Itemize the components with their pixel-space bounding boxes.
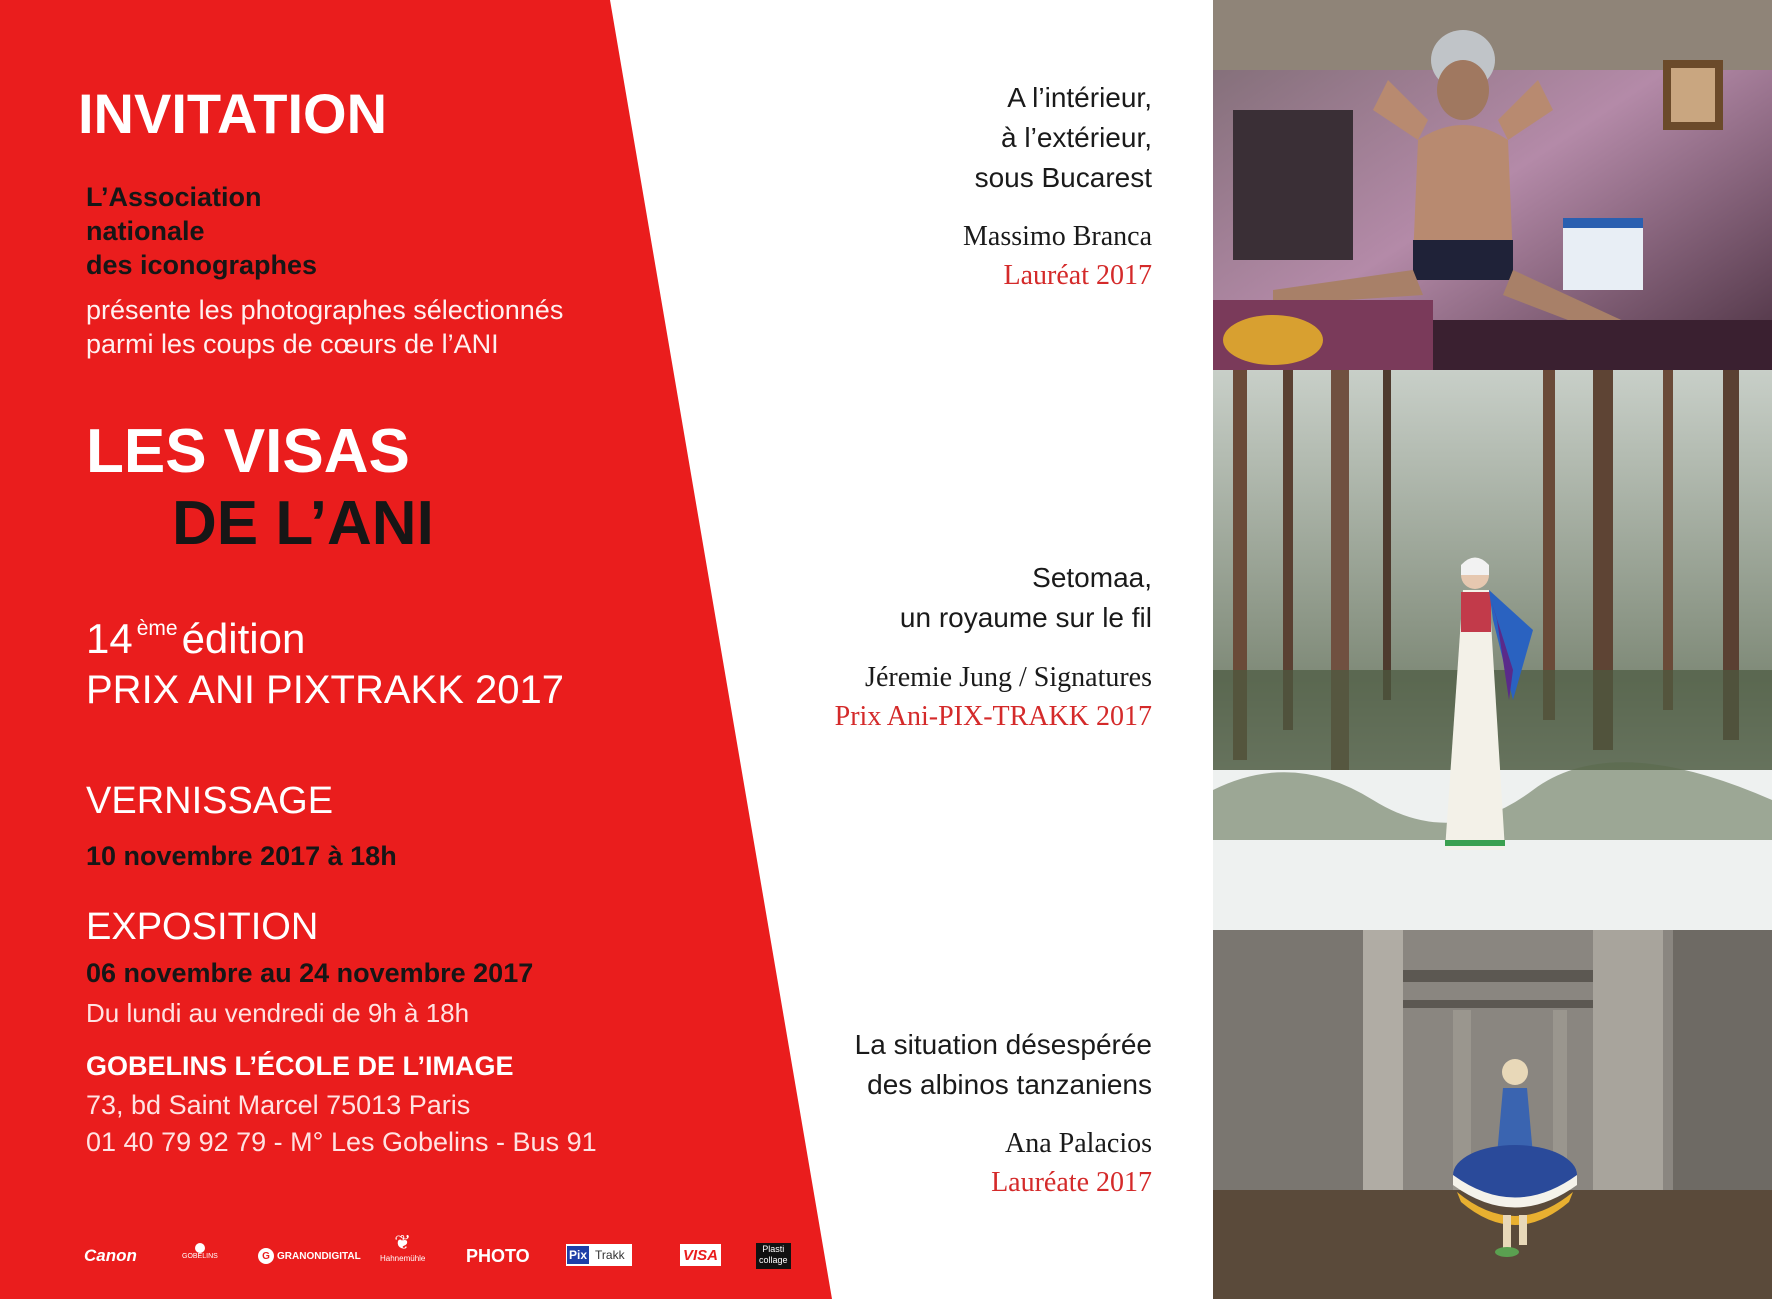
org-name-line3: des iconographes bbox=[86, 250, 318, 280]
collage-text: collage bbox=[759, 1255, 788, 1265]
exhibit3-photographer: Ana Palacios bbox=[1005, 1128, 1152, 1159]
edition-line bbox=[86, 602, 305, 666]
title-line2: DE L’ANI bbox=[172, 489, 434, 558]
rooster-icon: ❦ bbox=[394, 1232, 412, 1254]
edition-suffix: ème bbox=[136, 617, 178, 640]
plasticollage-logo bbox=[756, 1243, 791, 1269]
exhibit3-award: Lauréate 2017 bbox=[991, 1167, 1152, 1198]
plasti-text: Plasti bbox=[762, 1244, 785, 1254]
title-line1: LES VISAS bbox=[86, 417, 410, 486]
org-name-line2: nationale bbox=[86, 216, 205, 246]
venue-contact: 01 40 79 92 79 - M° Les Gobelins - Bus 91 bbox=[86, 1127, 597, 1157]
exhibit2-caption-line1: Setomaa, bbox=[1032, 562, 1152, 593]
exhibit1-award: Lauréat 2017 bbox=[1003, 260, 1152, 291]
exhibit3-caption-line2: des albinos tanzaniens bbox=[867, 1069, 1152, 1100]
presents-line2: parmi les coups de cœurs de l’ANI bbox=[86, 329, 499, 359]
exposition-label: EXPOSITION bbox=[86, 906, 319, 948]
venue-name: GOBELINS L’ÉCOLE DE L’IMAGE bbox=[86, 1051, 514, 1081]
exposition-dates: 06 novembre au 24 novembre 2017 bbox=[86, 958, 534, 988]
edition-number: 14 bbox=[86, 615, 133, 662]
visa-logo: VISA bbox=[680, 1244, 721, 1266]
vernissage-date: 10 novembre 2017 à 18h bbox=[86, 841, 397, 871]
prize-name: PRIX ANI PIXTRAKK 2017 bbox=[86, 668, 564, 712]
pixtrakk-logo bbox=[566, 1244, 632, 1266]
exhibit2-award: Prix Ani-PIX-TRAKK 2017 bbox=[834, 701, 1152, 732]
exhibit2-caption-line2: un royaume sur le fil bbox=[899, 602, 1152, 633]
exhibit1-photographer: Massimo Branca bbox=[963, 221, 1152, 252]
photo-logo: PHOTO bbox=[466, 1245, 530, 1266]
gobelins-logo bbox=[182, 1243, 218, 1269]
gobelins-logo-text: GOBELINS bbox=[182, 1253, 218, 1260]
granon-logo-text: GRANONDIGITAL bbox=[277, 1250, 361, 1262]
photo-albinos bbox=[1213, 930, 1772, 1299]
granondigital-logo bbox=[258, 1243, 361, 1269]
photo-bucharest bbox=[1213, 0, 1772, 370]
venue-address: 73, bd Saint Marcel 75013 Paris bbox=[86, 1090, 471, 1120]
hahnemuhle-logo-text: Hahnemühle bbox=[380, 1254, 426, 1263]
exhibit1-caption-line1: A l’intérieur, bbox=[1007, 82, 1152, 113]
canon-logo: Canon bbox=[84, 1246, 137, 1265]
exhibit1-caption-line3: sous Bucarest bbox=[974, 162, 1152, 193]
exhibit2-photographer: Jéremie Jung / Signatures bbox=[865, 662, 1152, 693]
hahnemuhle-logo bbox=[380, 1232, 425, 1272]
exhibit1-caption-line2: à l’extérieur, bbox=[1001, 122, 1152, 153]
invitation-heading: INVITATION bbox=[78, 82, 388, 145]
photo-setomaa bbox=[1213, 370, 1772, 930]
pix-text: Pix bbox=[569, 1248, 588, 1262]
trakk-text: Trakk bbox=[595, 1248, 625, 1262]
edition-word: édition bbox=[181, 615, 306, 662]
exposition-hours: Du lundi au vendredi de 9h à 18h bbox=[86, 998, 470, 1028]
granon-icon: G bbox=[258, 1248, 274, 1264]
gobelins-icon bbox=[195, 1243, 205, 1253]
org-name-line1: L’Association bbox=[86, 182, 262, 212]
exhibit3-caption-line1: La situation désespérée bbox=[854, 1029, 1152, 1060]
presents-line1: présente les photographes sélectionnés bbox=[86, 295, 564, 325]
vernissage-label: VERNISSAGE bbox=[86, 780, 334, 822]
